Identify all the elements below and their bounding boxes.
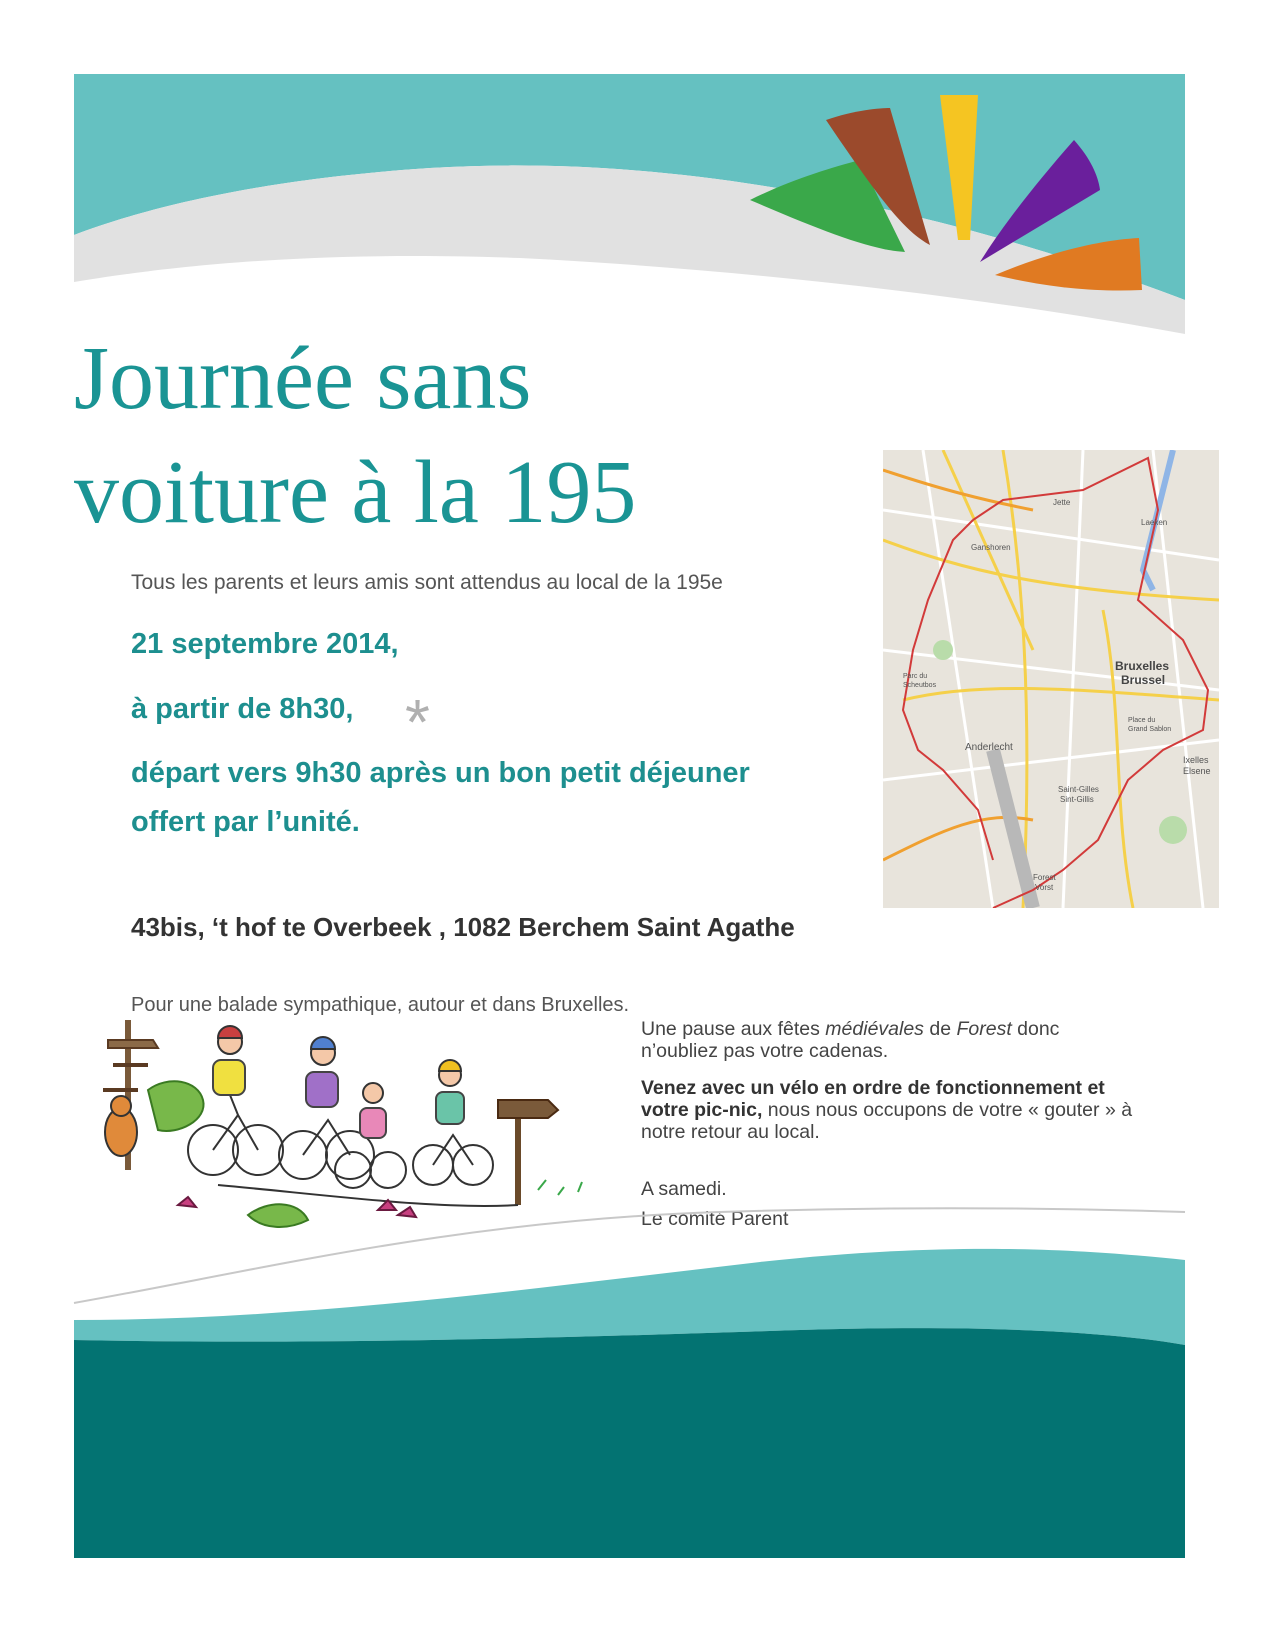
pause-text-a: Une pause aux fêtes (641, 1018, 826, 1040)
map-label-scheutbos: Scheutbos (903, 682, 937, 689)
title-line-2: voiture à la 195 (74, 443, 637, 542)
greeting: A samedi. (641, 1178, 727, 1200)
balade-text: Pour une balade sympathique, autour et dans Bruxelles. (131, 994, 630, 1016)
map-label-elsene: Elsene (1183, 766, 1211, 776)
map-label-ixelles: Ixelles (1183, 755, 1209, 765)
pause-text-line2: n’oubliez pas votre cadenas. (641, 1040, 889, 1062)
asterisk-icon: * (405, 686, 430, 758)
bike-bold-text: Venez avec un vélo en ordre de fonctionnement et votre pic-nic, (641, 1077, 1105, 1121)
bike-rest-text: nous nous occupons de votre « gouter » à notre retour au local. (641, 1099, 1133, 1143)
map-label-brussel: Brussel (1121, 673, 1166, 687)
bike-paragraph (641, 1077, 1151, 1143)
map-label-jette: Jette (1053, 498, 1071, 507)
map-label-anderlecht: Anderlecht (965, 742, 1013, 753)
intro-text: Tous les parents et leurs amis sont attendus au local de la 195e (131, 571, 723, 594)
pause-paragraph (641, 1018, 1201, 1062)
pause-text-b: médiévales (825, 1018, 924, 1040)
route-map (883, 450, 1219, 908)
header-banner (0, 0, 1275, 360)
departure-line-2: offert par l’unité. (131, 806, 360, 838)
footer-banner (0, 1200, 1275, 1650)
signature: Le comité Parent (641, 1208, 789, 1230)
map-label-saint-gilles: Saint-Gilles (1058, 785, 1099, 794)
address: 43bis, ‘t hof te Overbeek , 1082 Berchem Saint Agathe (131, 912, 795, 942)
map-label-bruxelles: Bruxelles (1115, 659, 1170, 673)
pause-text-d: Forest (956, 1018, 1012, 1040)
start-time: à partir de 8h30, (131, 693, 354, 725)
map-label-grand-sablon: Grand Sablon (1128, 726, 1172, 733)
title-line-1: Journée sans (74, 329, 532, 428)
map-label-parc: Parc du (903, 673, 928, 680)
departure-line-1: départ vers 9h30 après un bon petit déjeuner (131, 757, 750, 789)
map-label-ganshoren: Ganshoren (971, 543, 1011, 552)
map-label-sint-gillis: Sint-Gillis (1060, 795, 1094, 804)
event-date: 21 septembre 2014, (131, 628, 399, 660)
map-label-place: Place du (1128, 717, 1156, 724)
map-label-forest: Forest (1033, 873, 1056, 882)
map-label-laeken: Laeken (1141, 518, 1168, 527)
pause-text-e: donc (1011, 1018, 1060, 1040)
map-label-vorst: Vorst (1035, 883, 1054, 892)
pause-text-c: de (923, 1018, 957, 1040)
